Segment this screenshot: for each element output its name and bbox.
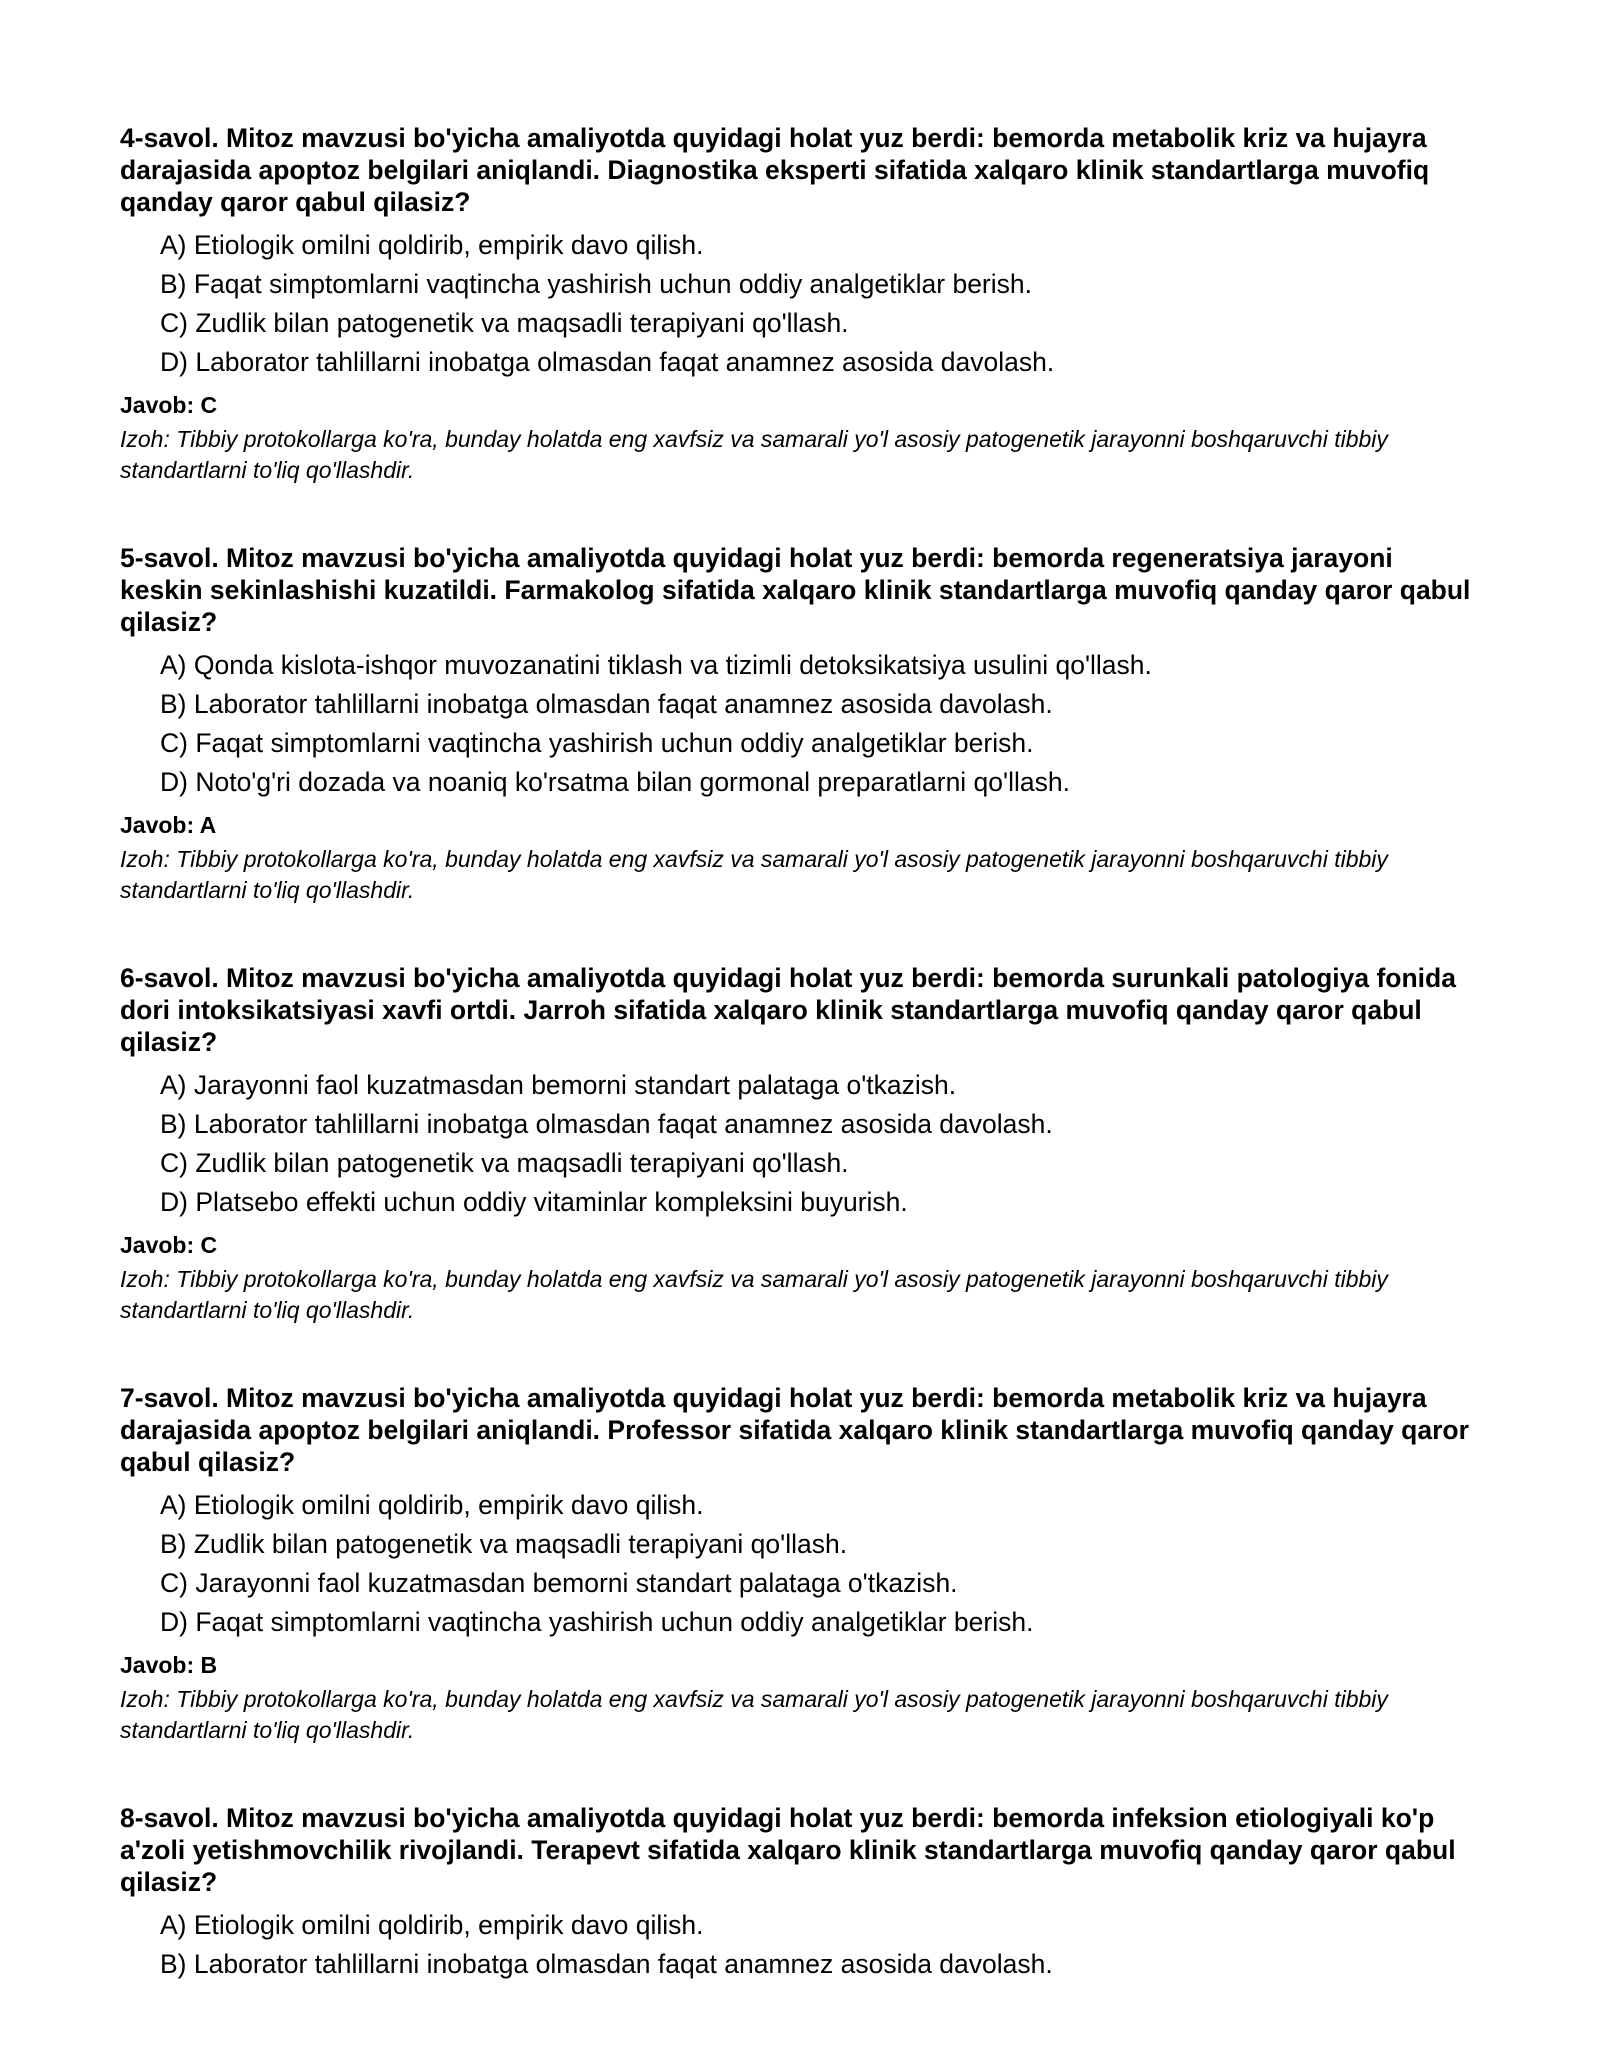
option-b: B) Laborator tahlillarni inobatga olmasdan faqat anamnez asosida davolash. (160, 1949, 1053, 1979)
answer-label: Javob: B (120, 1652, 218, 1678)
option-d: D) Platsebo effekti uchun oddiy vitaminlar kompleksini buyurish. (160, 1187, 908, 1217)
option-c: C) Faqat simptomlarni vaqtincha yashirish uchun oddiy analgetiklar berish. (160, 728, 1034, 758)
option-a: A) Etiologik omilni qoldirib, empirik davo qilish. (160, 1910, 704, 1940)
answer-label: Javob: C (120, 392, 218, 418)
answer-label: Javob: C (120, 1232, 218, 1258)
question-text: 6-savol. Mitoz mavzusi bo'yicha amaliyotda quyidagi holat yuz berdi: bemorda surunkali patologiya fonida dori intoksikatsiyasi xavfi ortdi. Jarroh sifatida xalqaro klinik standartlarga muvofiq qanday qaror qabul qilasiz? (120, 963, 1456, 1057)
option-c: C) Jarayonni faol kuzatmasdan bemorni standart palataga o'tkazish. (160, 1568, 958, 1598)
answer-label: Javob: A (120, 812, 217, 838)
question-text: 7-savol. Mitoz mavzusi bo'yicha amaliyotda quyidagi holat yuz berdi: bemorda metabolik kriz va hujayra darajasida apoptoz belgilari aniqlandi. Professor sifatida xalqaro klinik standartlarga muvofiq qanday qaror qabul qilasiz? (120, 1383, 1469, 1477)
option-c: C) Zudlik bilan patogenetik va maqsadli terapiyani qo'llash. (160, 308, 849, 338)
explanation-note: Izoh: Tibbiy protokollarga ko'ra, bunday holatda eng xavfsiz va samarali yo'l asosiy patogenetik jarayonni boshqaruvchi tibbiy standartlarni to'liq qo'llashdir. (120, 1266, 1388, 1323)
question-block (120, 542, 1480, 906)
option-a: A) Etiologik omilni qoldirib, empirik davo qilish. (160, 230, 704, 260)
option-a: A) Etiologik omilni qoldirib, empirik davo qilish. (160, 1490, 704, 1520)
question-text: 5-savol. Mitoz mavzusi bo'yicha amaliyotda quyidagi holat yuz berdi: bemorda regeneratsiya jarayoni keskin sekinlashishi kuzatildi. Farmakolog sifatida xalqaro klinik standartlarga muvofiq qanday qaror qabul qilasiz? (120, 543, 1471, 637)
question-block (120, 1802, 1480, 1984)
option-a: A) Jarayonni faol kuzatmasdan bemorni standart palataga o'tkazish. (160, 1070, 957, 1100)
option-a: A) Qonda kislota-ishqor muvozanatini tiklash va tizimli detoksikatsiya usulini qo'llash. (160, 650, 1152, 680)
option-d: D) Noto'g'ri dozada va noaniq ko'rsatma bilan gormonal preparatlarni qo'llash. (160, 767, 1070, 797)
question-block (120, 962, 1480, 1326)
options-list (120, 1486, 1480, 1642)
options-list (120, 646, 1480, 802)
option-d: D) Laborator tahlillarni inobatga olmasdan faqat anamnez asosida davolash. (160, 347, 1055, 377)
option-b: B) Faqat simptomlarni vaqtincha yashirish uchun oddiy analgetiklar berish. (160, 269, 1032, 299)
option-b: B) Laborator tahlillarni inobatga olmasdan faqat anamnez asosida davolash. (160, 689, 1053, 719)
explanation-note: Izoh: Tibbiy protokollarga ko'ra, bunday holatda eng xavfsiz va samarali yo'l asosiy patogenetik jarayonni boshqaruvchi tibbiy standartlarni to'liq qo'llashdir. (120, 1686, 1388, 1743)
option-d: D) Faqat simptomlarni vaqtincha yashirish uchun oddiy analgetiklar berish. (160, 1607, 1034, 1637)
options-list (120, 226, 1480, 382)
explanation-note: Izoh: Tibbiy protokollarga ko'ra, bunday holatda eng xavfsiz va samarali yo'l asosiy patogenetik jarayonni boshqaruvchi tibbiy standartlarni to'liq qo'llashdir. (120, 846, 1388, 903)
option-b: B) Laborator tahlillarni inobatga olmasdan faqat anamnez asosida davolash. (160, 1109, 1053, 1139)
options-list (120, 1066, 1480, 1222)
question-text: 4-savol. Mitoz mavzusi bo'yicha amaliyotda quyidagi holat yuz berdi: bemorda metabolik kriz va hujayra darajasida apoptoz belgilari aniqlandi. Diagnostika eksperti sifatida xalqaro klinik standartlarga muvofiq qanday qaror qabul qilasiz? (120, 123, 1430, 217)
option-c: C) Zudlik bilan patogenetik va maqsadli terapiyani qo'llash. (160, 1148, 849, 1178)
options-list (120, 1906, 1480, 1984)
question-text: 8-savol. Mitoz mavzusi bo'yicha amaliyotda quyidagi holat yuz berdi: bemorda infeksion etiologiyali ko'p a'zoli yetishmovchilik rivojlandi. Terapevt sifatida xalqaro klinik standartlarga muvofiq qanday qaror qabul qilasiz? (120, 1803, 1456, 1897)
option-b: B) Zudlik bilan patogenetik va maqsadli terapiyani qo'llash. (160, 1529, 848, 1559)
question-block (120, 1382, 1480, 1746)
question-block (120, 122, 1480, 486)
document-page (120, 122, 1480, 1984)
explanation-note: Izoh: Tibbiy protokollarga ko'ra, bunday holatda eng xavfsiz va samarali yo'l asosiy patogenetik jarayonni boshqaruvchi tibbiy standartlarni to'liq qo'llashdir. (120, 426, 1388, 483)
